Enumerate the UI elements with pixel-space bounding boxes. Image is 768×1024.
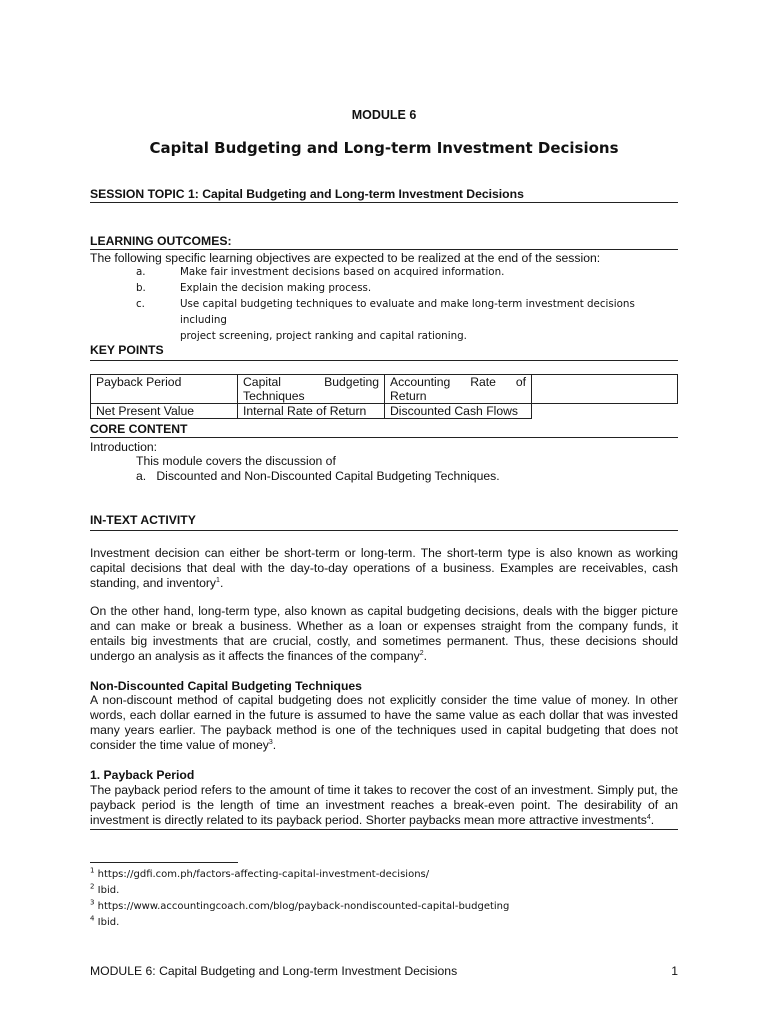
footnote-2	[90, 884, 119, 898]
paragraph-investment-decision: Investment decision can either be short-term or long-term. The short-term type is also known as working capital decisions that deal with the day-to-day operations of a business. Examples are receivables, cash standing, and inventory$^1$.	[90, 546, 678, 590]
table-cell: Accounting Rate of Return	[385, 375, 532, 404]
footnote-ref: 3	[268, 738, 273, 746]
footnote-number: 3	[90, 898, 95, 907]
list-item	[90, 280, 690, 296]
learning-outcomes-intro: The following specific learning objectives are expected to be realized at the end of the session:	[90, 251, 601, 265]
footnote-link[interactable]: https://www.accountingcoach.com/blog/payback-nondiscounted-capital-budgeting	[97, 901, 510, 912]
table-row	[91, 375, 678, 404]
list-item-text: Explain the decision making process.	[180, 282, 372, 294]
session-topic-heading: SESSION TOPIC 1: Capital Budgeting and Long-term Investment Decisions	[90, 187, 678, 203]
footnote-text: Ibid.	[97, 917, 120, 928]
paragraph-text: On the other hand, long-term type, also known as capital budgeting decisions, deals with the bigger picture and can make or break a business. Whether as a loan or expenses straight from the company funds, it entails big investments that are crucial, costly, and sometimes permanent. Thus, these decisions should undergo an analysis as it affects the finances of the company	[90, 604, 678, 663]
footnote-4	[90, 916, 119, 930]
table-cell: Net Present Value	[91, 404, 238, 419]
table-cell: Internal Rate of Return	[238, 404, 385, 419]
list-item-letter: c.	[136, 298, 145, 310]
list-item-text-line: Use capital budgeting techniques to evaluate and make long-term investment decisions including	[180, 298, 635, 326]
learning-outcomes-list	[90, 264, 690, 344]
paragraph-payback: The payback period refers to the amount of time it takes to recover the cost of an investment. Simply put, the payback period is the length of time an investment reaches a break-even point. The desirability of an investment is directly related to its payback period. Shorter paybacks mean more attractive investments$^4$.	[90, 783, 678, 830]
page-title: Capital Budgeting and Long-term Investment Decisions	[149, 139, 619, 157]
footnote-3	[90, 900, 509, 914]
page-footer	[90, 964, 678, 978]
footnote-number: 4	[90, 914, 95, 923]
list-item-letter: a.	[136, 266, 146, 278]
payback-heading: 1. Payback Period	[90, 768, 195, 782]
module-label: MODULE 6	[351, 108, 417, 122]
table-cell: Discounted Cash Flows	[385, 404, 532, 419]
paragraph-text: Investment decision can either be short-term or long-term. The short-term type is also known as working capital decisions that deal with the day-to-day operations of a business. Examples are receivables, cash standing, and inventory	[90, 546, 678, 590]
footnote-text: Ibid.	[97, 885, 120, 896]
footnote-number: 1	[90, 866, 95, 875]
list-item-text-line: project screening, project ranking and capital rationing.	[180, 330, 467, 342]
footnote-separator	[90, 862, 238, 863]
paragraph-long-term: On the other hand, long-term type, also known as capital budgeting decisions, deals with the bigger picture and can make or break a business. Whether as a loan or expenses straight from the company funds, it entails big investments that are crucial, costly, and sometimes permanent. Thus, these decisions should undergo an analysis as it affects the finances of the company$^2$.	[90, 604, 678, 663]
paragraph-non-discounted: A non-discount method of capital budgeting does not explicitly consider the time value of money. In other words, each dollar earned in the future is assumed to have the same value as each dollar that was invested many years earlier. The payback method is one of the techniques used in capital budgeting that does not consider the time value of money$^3$.	[90, 693, 678, 752]
paragraph-text: A non-discount method of capital budgeting does not explicitly consider the time value of money. In other words, each dollar earned in the future is assumed to have the same value as each dollar that was invested many years earlier. The payback method is one of the techniques used in capital budgeting that does not consider the time value of money	[90, 693, 678, 752]
list-item-letter: b.	[136, 282, 146, 294]
core-content-heading: CORE CONTENT	[90, 422, 678, 438]
table-cell: Capital Budgeting Techniques	[238, 375, 385, 404]
table-row	[91, 404, 678, 419]
table-cell: Payback Period	[91, 375, 238, 404]
introduction-label: Introduction:	[90, 440, 158, 454]
learning-outcomes-heading: LEARNING OUTCOMES:	[90, 234, 678, 250]
page-number: 1	[671, 964, 678, 978]
non-discounted-heading: Non-Discounted Capital Budgeting Techniques	[90, 679, 362, 693]
footnote-number: 2	[90, 882, 95, 891]
footnote-ref: 1	[216, 576, 220, 584]
table-cell	[532, 375, 678, 404]
footnote-link[interactable]: https://gdfi.com.ph/factors-affecting-capital-investment-decisions/	[97, 869, 430, 880]
key-points-table	[90, 374, 678, 419]
list-item-text: Make fair investment decisions based on acquired information.	[180, 266, 505, 278]
in-text-activity-heading: IN-TEXT ACTIVITY	[90, 513, 678, 531]
footnote-ref: 2	[419, 649, 424, 657]
footer-title: MODULE 6: Capital Budgeting and Long-term Investment Decisions	[90, 964, 458, 978]
introduction-item: a. Discounted and Non-Discounted Capital Budgeting Techniques.	[136, 469, 500, 483]
paragraph-text: The payback period refers to the amount of time it takes to recover the cost of an investment. Simply put, the payback period is the length of time an investment reaches a break-even point. The desirability of an investment is directly related to its payback period. Shorter paybacks mean more attractive investments	[90, 783, 678, 827]
footnote-1	[90, 868, 429, 882]
list-item	[90, 264, 690, 280]
list-item	[90, 296, 690, 344]
footnote-ref: 4	[646, 813, 651, 821]
introduction-line: This module covers the discussion of	[136, 454, 336, 468]
list-item-text	[180, 296, 680, 344]
key-points-heading: KEY POINTS	[90, 343, 678, 361]
